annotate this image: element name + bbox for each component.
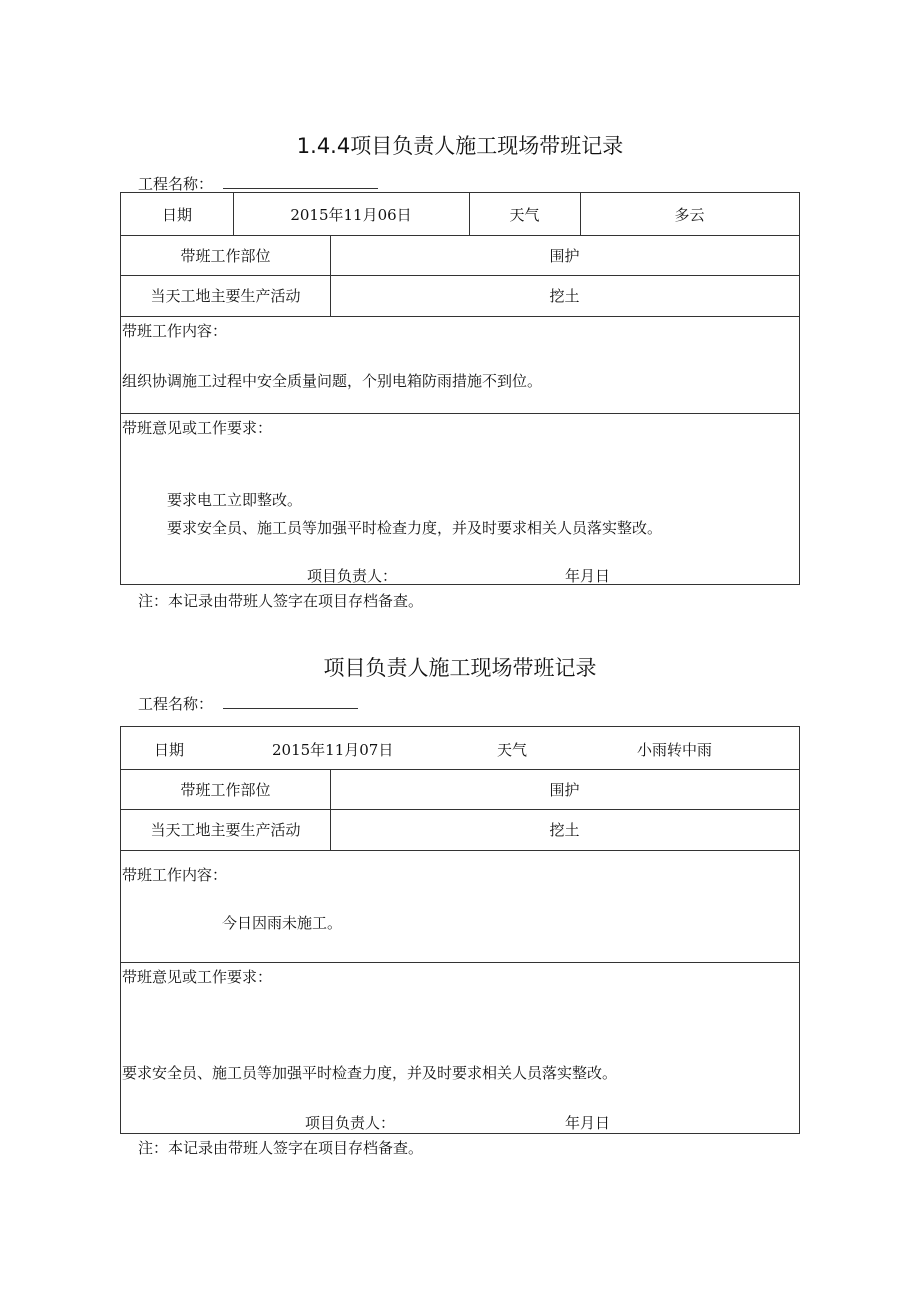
- record1-note: 注：本记录由带班人签字在项目存档备查。: [138, 592, 424, 610]
- record1-project-name-field[interactable]: [223, 188, 378, 189]
- record2-dept-value: 围护: [549, 780, 580, 799]
- record2-weather-label: 天气: [497, 741, 528, 759]
- record2-date-label: 日期: [154, 741, 185, 759]
- record1-activity-value: 挖土: [549, 287, 580, 305]
- record2-note: 注：本记录由带班人签字在项目存档备查。: [138, 1139, 424, 1157]
- record1-opinion-line1: 要求电工立即整改。: [167, 491, 303, 509]
- record1-project-label: 工程名称：: [138, 175, 214, 193]
- record1-date-value: 2015年11月06日: [290, 205, 412, 224]
- record1-date-label: 日期: [161, 205, 192, 224]
- record2-project-label: 工程名称：: [138, 695, 214, 713]
- record2-content-text: 今日因雨未施工。: [222, 914, 343, 932]
- record1-weather-label: 天气: [509, 205, 540, 224]
- record2-table: [120, 726, 800, 1134]
- record2-opinion-label: 带班意见或工作要求：: [122, 968, 273, 986]
- record1-title: 1.4.4项目负责人施工现场带班记录: [296, 134, 624, 158]
- record1-content-text: 组织协调施工过程中安全质量问题，个别电箱防雨措施不到位。: [122, 372, 543, 390]
- record2-dept-label: 带班工作部位: [180, 780, 271, 799]
- record2-date-value: 2015年11月07日: [272, 741, 394, 759]
- record1-signer-label: 项目负责人：: [307, 567, 398, 585]
- record2-project-name-field[interactable]: [223, 708, 358, 709]
- record1-dept-value: 围护: [549, 246, 580, 265]
- record1-weather-value: 多云: [674, 205, 705, 224]
- record2-date-sign-label: 年月日: [565, 1114, 611, 1132]
- record1-opinion-label: 带班意见或工作要求：: [122, 419, 273, 437]
- record1-dept-label: 带班工作部位: [180, 246, 271, 265]
- record1-activity-label: 当天工地主要生产活动: [150, 287, 301, 305]
- record2-content-label: 带班工作内容：: [122, 866, 228, 884]
- record2-opinion-line1: 要求安全员、施工员等加强平时检查力度，并及时要求相关人员落实整改。: [122, 1064, 618, 1082]
- record1-table: [120, 192, 800, 585]
- record2-activity-label: 当天工地主要生产活动: [150, 821, 301, 839]
- record1-content-label: 带班工作内容：: [122, 322, 228, 340]
- record2-weather-value: 小雨转中雨: [637, 741, 713, 759]
- record1-date-sign-label: 年月日: [565, 567, 611, 585]
- record2-signer-label: 项目负责人：: [305, 1114, 396, 1132]
- record1-opinion-line2: 要求安全员、施工员等加强平时检查力度，并及时要求相关人员落实整改。: [167, 519, 663, 537]
- record2-activity-value: 挖土: [549, 821, 580, 839]
- record2-title: 项目负责人施工现场带班记录: [323, 656, 597, 680]
